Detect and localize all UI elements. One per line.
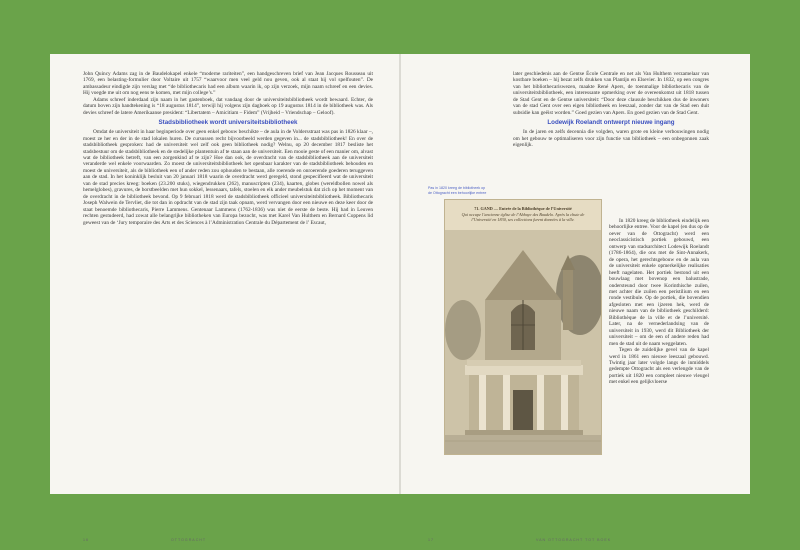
- paragraph: Adams schreef inderdaad zijn naam in het gastenboek, dat vandaag door de universiteitsbibliotheek wordt bewaard. Echter, de datum boven zijn handtekening is “18 augustus 1814”, terwijl hij volgens zijn dagboek op 19 augustus 1814 in de bibliotheek was. Als devies schreef de latere Amerikaanse president: “Libertatem – Amicitiam – Fidem” (Vrijheid – Vriendschap – Geloof).: [83, 96, 373, 116]
- paragraph: later geschiedenis aan de Gentse École Centrale en net als Van Hulthem verzamelaar van kostbare boeken – hij bezat zelfs drukken van Plantijn en Elsevier. In 1832, op een congres van het bibliothecariswezen, maakte René Apers, de toenmalige bibliothecaris van de universiteitsbibliotheek, een interessante opmerking over de overeenkomst uit 1818 tussen de Stad Gent en de Gentse universiteit: “Door deze clausule beschikken dus de inwoners van de stad Gent over een eigen bibliotheek en leeszaal, zonder dat van de Stad een duit subsidie kan geëist worden.” Goed gezien van Apers. En goed gezien van de Stad Gent.: [513, 71, 709, 116]
- postcard-photo: [444, 199, 602, 455]
- left-text-column: [83, 71, 373, 226]
- library-building-illustration: [445, 200, 601, 454]
- paragraph: In de jaren en zelfs decennia die volgden, waren grote en kleine verbouwingen nodig om het gebouw te optimaliseren voor zijn functie van bibliotheek – een onbegonnen zaak eigenlijk.: [513, 129, 709, 149]
- running-title: VAN OTTOGRACHT TOT BOEK: [536, 538, 612, 542]
- postcard-title: 71. GAND — Entrée de la Bibliothèque de l’Université: [474, 206, 572, 211]
- running-title: OTTOGRACHT: [171, 538, 207, 542]
- section-heading: Lodewijk Roelandt ontwerpt nieuwe ingang: [547, 119, 675, 127]
- left-footer: [83, 538, 206, 542]
- page-number: 16: [83, 538, 89, 542]
- paragraph: John Quincy Adams zag in de Baudelokapel enkele “moderne rariteiten”, een handgeschreven brief van Jean Jacques Rousseau uit 1769, een belasting-formulier door Voltaire uit 1757 “waarvoor men veel geld nou geven, ook al staat hij vol spelfouten”. De ambassadeur eindigde zijn verslag met “de bibliothecaris had een album waarin ik, op zijn verzoek, mijn naam schreef en een devies. Hij voegde me uit om nog eens te komen, met mijn college’s.”: [83, 71, 373, 97]
- paragraph: Omdat de universiteit in haar beginperiode over geen enkel gebouw beschikte – de aula in de Voldersstraat was pas in 1826 klaar –, moest ze her en der in de stad lokalen huren. De cursussen recht bijvoorbeeld werden gegeven in... de stadsbibliotheek! En over de stadsbibliotheek gesproken: had de universiteit wel zelf ook geen bibliotheek nodig? Welnu, op 20 december 1817 besliste het stadsbestuur om de stadsbibliotheek en de stedelijke plantentuin af te staan aan de universiteit. Een mooie geste of een manier om, alvast wat de bibliotheek betreft, van een zorgenkind af te zijn? Hoe dan ook, de overdracht van de stadsbibliotheek aan de universiteit veranderde wel enkele voorwaarden. Zo moest de universiteitsbibliotheek het openbaar karakter van de stadsbibliotheek behouden en moest de universiteit, als de bibliotheek een of ander reden zou ophouden te bestaan, alle roerende en onroerende goederen teruggeven aan de stad. In het koninklijk besluit van 20 januari 1818 waarin de overdracht werd geregeld, stond gespecifieerd wat de universiteit van de stad precies kreeg: boeken (23.200 stuks), wiegendrukken (262), manuscripten (234), kaarten, globes (wereldbollen nowel als hemelglobes), gravures, de borstbeelden met hun sokkel, lessenaars, tafels, stoelen en elk ander meubelstuk dat zich op het moment van de overdracht in de bibliotheek bevond. Op 9 februari 1818 werd de stadsbibliotheek officieel universiteitsbibliotheek. Bibliothecaris Joseph Walwein de Tervliet, die tot dan in opdracht van de stad zijn taak opnam, werd vervangen door een nieuwe en deze keer door de staat benoemde bibliothecaris, Pierre Lammens. Gentenaar Lammens (1762-1836) was niet de eerste de beste. Hij had in Leuven rechten gestudeerd, had zowat alle belangrijke bibliotheken van Europa bezocht, was met Karel Van Hulthem en Bernard Coppens lid geweest van de ‘Jury temporaire des Arts et des Sciences à l’Administration Centrale du Département de l’ Escaut,: [83, 129, 373, 226]
- figure-caption: Pas in 1820 kreeg de bibliotheek op de Ottogracht een behoorlijke entree: [428, 186, 487, 195]
- page-number: 17: [428, 538, 434, 542]
- right-text-top: [513, 71, 709, 149]
- postcard-text: Qui occupe l’ancienne église de l’Abbaye des Baudelo. Après la chute de l’Université en 1830, ses collections furent données à la ville.: [461, 212, 585, 222]
- right-footer: [428, 538, 611, 542]
- section-heading: Stadsbibliotheek wordt universiteitsbibliotheek: [158, 119, 298, 127]
- paragraph: Tegen de zuidelijke gevel van de kapel werd in 1861 een nieuwe leeszaal gebouwd. Twintig jaar later volgde langs de inmiddels gedempte Ottogracht als een verlengde van de portiek uit 1820 een compleet nieuwe vleugel met enkel een gelijkvloerse: [609, 347, 709, 386]
- right-text-column: [609, 218, 709, 386]
- book-gutter: [399, 54, 401, 494]
- paragraph: In 1820 kreeg de bibliotheek eindelijk een behoorlijke entree. Voor de kapel (en dus op de oever van de Ottogracht) werd een neoclassicistisch portiek gebouwd, een ontwerp van stadsarchitect Lodewijk Roelandt (1786-1864), die ons met de Sint-Annakerk, de opera, het gerechtsgebouw en de aula van de universiteit enkele opmerkelijke realisaties heeft nagelaten. Het portiek bestond uit een bouwlaag met bovenop een balustrade, ondersteund door twee Korinthische zuilen, met achter die zuilen een peristilium en een ronde vestibule. Op de portiek, die bovendien afgesloten met een ijzeren hek, werd de nieuwe naam van de bibliotheek geschilderd: Bibliothèque de la ville et de l’université. Later, na de vernederlandsing van de universiteit in 1930, werd dit Bibliotheek der universiteit – om de een of andere reden had men de stad uit de naam weggelaten.: [609, 218, 709, 347]
